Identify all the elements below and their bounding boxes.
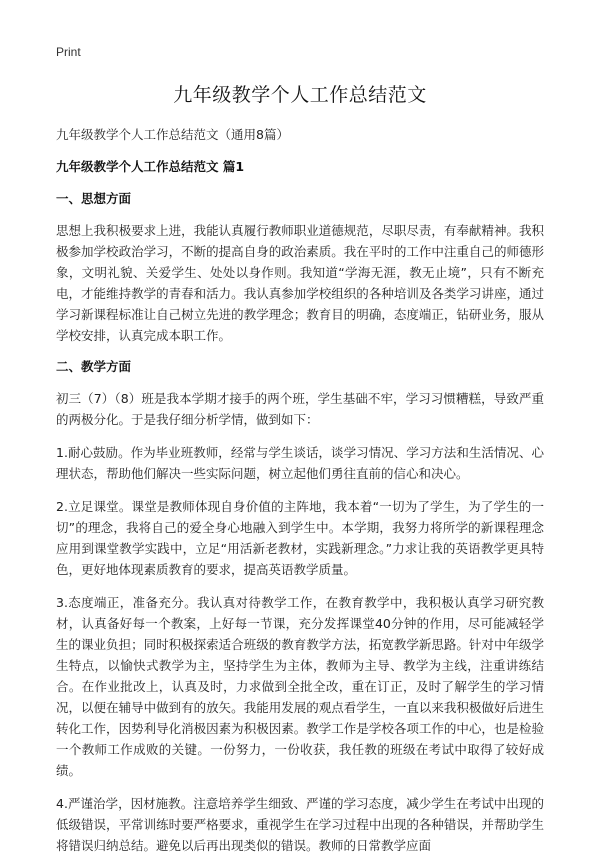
article-title: 九年级教学个人工作总结范文 篇1: [56, 159, 245, 174]
document-subtitle: 九年级教学个人工作总结范文（通用8篇）: [56, 127, 289, 142]
paragraph-teaching-intro: 初三（7）（8）班是我本学期才接手的两个班，学生基础不牢，学习习惯糟糕，导致严重的两极分化。于是我仔细分析学情，做到如下：: [56, 391, 544, 427]
paragraph-teaching-item-3: 3.态度端正，准备充分。我认真对待教学工作，在教育教学中，我积极认真学习研究教材，认真备好每一个教案，上好每一节课，充分发挥课堂40分钟的作用，尽可能减轻学生的课业负担；同时积极探索适合班级的教育教学方法，拓宽教学新思路。针对中年级学生特点，以愉快式教学为主，坚持学生为主体，教师为主导、教学为主线，注重讲练结合。在作业批改上，认真及时，力求做到全批全改，重在订正，及时了解学生的学习情况，以便在辅导中做到有的放矢。我能用发展的观点看学生，一直以来我积极做好后进生转化工作，因势利导化消极因素为积极因素。教学工作是学校各项工作的中心，也是检验一个教师工作成败的关键。一份努力，一份收获，我任教的班级在考试中取得了较好成绩。: [56, 595, 544, 778]
print-label[interactable]: Print: [56, 45, 81, 59]
paragraph-thought: 思想上我积极要求上进，我能认真履行教师职业道德规范，尽职尽责，有奉献精神。我积极参加学校政治学习，不断的提高自身的政治素质。我在平时的工作中注重自己的师德形象，文明礼貌、关爱学生、处处以身作则。我知道“学海无涯，教无止境”，只有不断充电，才能维持教学的青春和活力。我认真参加学校组织的各种培训及各类学习讲座，通过学习新课程标准让自己树立先进的教学理念；教育目的明确，态度端正，钻研业务，服从学校安排，认真完成本职工作。: [56, 223, 544, 343]
section-heading-teaching: 二、教学方面: [56, 359, 132, 374]
document-title: 九年级教学个人工作总结范文: [173, 84, 427, 106]
paragraph-teaching-item-2: 2.立足课堂。课堂是教师体现自身价值的主阵地，我本着“一切为了学生，为了学生的一切”的理念，我将自己的爱全身心地融入到学生中。本学期，我努力将所学的新课程理念应用到课堂教学实践中，立足“用活新老教材，实践新理念。”力求让我的英语教学更具特色，更好地体现素质教育的要求，提高英语教学质量。: [56, 499, 544, 577]
section-heading-thought: 一、思想方面: [56, 191, 132, 206]
paragraph-teaching-item-4: 4.严谨治学，因材施教。注意培养学生细致、严谨的学习态度，减少学生在考试中出现的低级错误，平常训练时要严格要求，重视学生在学习过程中出现的各种错误，并帮助学生将错误归纳总结。避免以后再出现类似的错误。教师的日常教学应面: [56, 796, 544, 853]
paragraph-teaching-item-1: 1.耐心鼓励。作为毕业班教师，经常与学生谈话，谈学习情况、学习方法和生活情况、心理状态，帮助他们解决一些实际问题，树立起他们勇往直前的信心和决心。: [56, 445, 544, 481]
